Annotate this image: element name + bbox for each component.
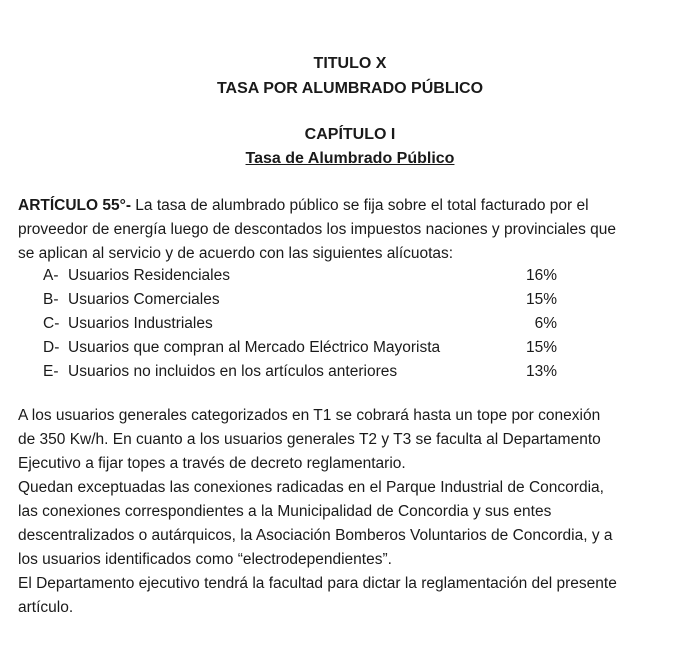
body-line: Ejecutivo a fijar topes a través de decreto reglamentario. <box>18 455 406 472</box>
rate-description: Usuarios Industriales <box>68 315 213 332</box>
rate-item <box>0 312 700 336</box>
rate-percent: 16% <box>525 267 557 284</box>
body-line: los usuarios identificados como “electrodependientes”. <box>18 551 392 568</box>
chapter-heading: CAPÍTULO I <box>304 126 396 143</box>
body-line: El Departamento ejecutivo tendrá la facultad para dictar la reglamentación del presente <box>18 575 617 592</box>
article-text: La tasa de alumbrado público se fija sobre el total facturado por el <box>130 197 589 214</box>
title-heading: TITULO X <box>313 55 387 72</box>
rate-letter: E- <box>43 363 59 380</box>
rate-description: Usuarios que compran al Mercado Eléctrico Mayorista <box>68 339 441 356</box>
rate-percent: 6% <box>534 315 557 332</box>
article-paragraph <box>18 194 686 266</box>
article-line <box>18 194 686 218</box>
article-line: se aplican al servicio y de acuerdo con las siguientes alícuotas: <box>18 245 454 262</box>
rate-letter: B- <box>43 291 59 308</box>
body-line: artículo. <box>18 599 74 616</box>
body-line: Quedan exceptuadas las conexiones radicadas en el Parque Industrial de Concordia, <box>18 479 604 496</box>
rate-item <box>0 336 700 360</box>
rate-letter: C- <box>43 315 60 332</box>
article-label: ARTÍCULO 55°- <box>18 197 131 214</box>
rate-letter: A- <box>43 267 59 284</box>
rate-percent: 15% <box>525 291 557 308</box>
chapter-subtitle: Tasa de Alumbrado Público <box>245 150 455 167</box>
article-line: proveedor de energía luego de descontados los impuestos naciones y provinciales que <box>18 221 616 238</box>
body-line: las conexiones correspondientes a la Municipalidad de Concordia y sus entes <box>18 503 552 520</box>
rate-item <box>0 288 700 312</box>
body-line: de 350 Kw/h. En cuanto a los usuarios generales T2 y T3 se faculta al Departamento <box>18 431 601 448</box>
title-subheading: TASA POR ALUMBRADO PÚBLICO <box>216 80 484 97</box>
rate-description: Usuarios Comerciales <box>68 291 220 308</box>
rate-description: Usuarios no incluidos en los artículos anteriores <box>68 363 398 380</box>
body-paragraph <box>18 404 686 620</box>
rate-letter: D- <box>43 339 60 356</box>
body-line: descentralizados o autárquicos, la Asociación Bomberos Voluntarios de Concordia, y a <box>18 527 613 544</box>
rate-item <box>0 264 700 288</box>
rate-percent: 13% <box>525 363 557 380</box>
rate-percent: 15% <box>525 339 557 356</box>
body-line: A los usuarios generales categorizados en T1 se cobrará hasta un tope por conexión <box>18 407 601 424</box>
rate-item <box>0 360 700 384</box>
rate-description: Usuarios Residenciales <box>68 267 230 284</box>
